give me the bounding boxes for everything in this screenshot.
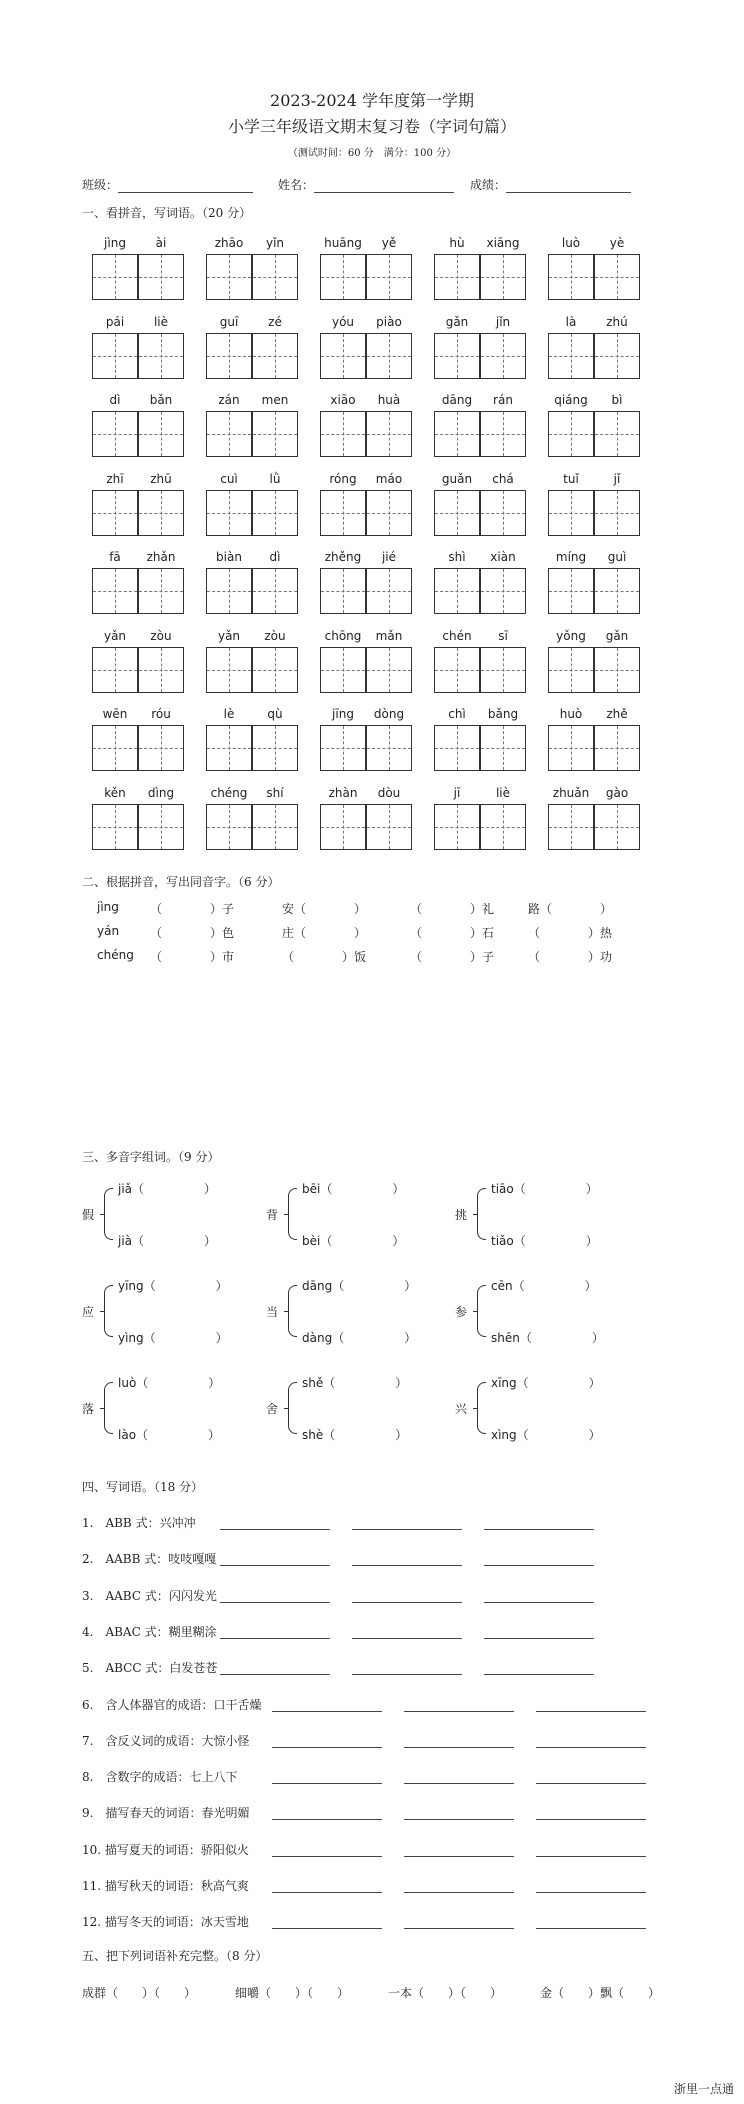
answer-line[interactable] (220, 1528, 330, 1530)
score-label: 成绩： (470, 178, 507, 192)
pinyin-syllable: qiáng (554, 393, 588, 407)
pinyin-syllable: zhū (150, 471, 172, 486)
writing-box[interactable] (366, 254, 412, 300)
fill-in-item[interactable]: 成群（ ）（ ） (82, 1986, 197, 2000)
section-4-heading: 四、写词语。（18 分） (82, 1480, 204, 1494)
writing-box[interactable] (252, 568, 298, 614)
writing-box[interactable] (366, 411, 412, 457)
pinyin-syllable: liè (153, 314, 169, 329)
writing-box[interactable] (366, 568, 412, 614)
writing-box[interactable] (594, 254, 640, 300)
pinyin-syllable: biàn (216, 550, 242, 564)
word-item-label: 11. 描写秋天的词语：秋高气爽 (82, 1879, 249, 1893)
name-field[interactable] (278, 176, 454, 193)
pinyin-syllable: jìng (104, 236, 126, 250)
word-item-label: 10. 描写夏天的词语：骄阳似火 (82, 1842, 249, 1857)
homophone-blank[interactable]: （ ）饭 (282, 950, 367, 964)
polyphone-bottom[interactable]: yìng（ ） (118, 1331, 228, 1345)
pinyin-syllable: zòu (150, 628, 172, 643)
polyphone-char: 参 (455, 1305, 468, 1319)
brace-shape (477, 1285, 486, 1337)
polyphone-top[interactable]: dāng（ ） (302, 1279, 417, 1293)
writing-box[interactable] (434, 568, 480, 614)
brace-shape (288, 1285, 297, 1337)
pinyin-syllable: jīng (332, 707, 354, 721)
writing-box[interactable] (480, 568, 526, 614)
polyphone-bottom[interactable]: tiǎo（ ） (491, 1234, 598, 1248)
pinyin-syllable: yě (381, 236, 397, 250)
pinyin-syllable: guī (219, 314, 239, 329)
pinyin-syllable: huāng (324, 236, 362, 250)
writing-box[interactable] (434, 254, 480, 300)
brace-shape (477, 1188, 486, 1240)
homophone-blank[interactable]: （ ）功 (528, 950, 613, 964)
pinyin-syllable: piào (376, 314, 402, 329)
writing-box[interactable] (548, 804, 594, 850)
pinyin-syllable: jǐ (613, 471, 621, 486)
writing-box[interactable] (548, 647, 594, 693)
writing-box[interactable] (252, 490, 298, 536)
writing-box[interactable] (594, 411, 640, 457)
pinyin-syllable: zhěng (324, 550, 362, 564)
section-2-heading: 二、根据拼音，写出同音字。（6 分） (82, 875, 280, 889)
pinyin-syllable: chì (448, 707, 466, 721)
homophone-blank[interactable]: （ ）石 (410, 926, 495, 940)
writing-box[interactable] (366, 804, 412, 850)
pinyin-syllable: chén (442, 628, 472, 643)
homophone-blank[interactable]: 路（ ） (528, 902, 613, 916)
writing-box[interactable] (92, 490, 138, 536)
answer-line[interactable] (536, 1891, 646, 1893)
answer-line[interactable] (272, 1855, 382, 1857)
word-item-label: 7. 含反义词的成语：大惊小怪 (82, 1733, 250, 1748)
writing-box[interactable] (320, 490, 366, 536)
polyphone-top[interactable]: jiǎ（ ） (118, 1182, 217, 1196)
answer-line[interactable] (536, 1710, 646, 1712)
pinyin-syllable: wēn (102, 707, 128, 721)
polyphone-top[interactable]: tiāo（ ） (491, 1182, 598, 1196)
writing-box[interactable] (206, 647, 252, 693)
homophone-pinyin: yán (97, 924, 120, 938)
answer-line[interactable] (536, 1927, 646, 1929)
answer-line[interactable] (404, 1710, 514, 1712)
pinyin-syllable: zhāo (214, 236, 244, 250)
pinyin-syllable: ài (155, 236, 167, 250)
pinyin-syllable: huò (559, 707, 583, 721)
pinyin-syllable: shí (266, 785, 284, 800)
pinyin-syllable: xiāo (330, 393, 356, 407)
polyphone-bottom[interactable]: shēn（ ） (491, 1331, 604, 1345)
writing-box[interactable] (92, 568, 138, 614)
answer-line[interactable] (352, 1528, 462, 1530)
polyphone-bottom[interactable]: xìng（ ） (491, 1428, 601, 1442)
answer-line[interactable] (220, 1637, 330, 1639)
exam-title-line2: 小学三年级语文期末复习卷（字词句篇） (227, 117, 516, 136)
writing-box[interactable] (548, 490, 594, 536)
writing-box[interactable] (594, 333, 640, 379)
pinyin-syllable: huà (377, 393, 401, 407)
writing-box[interactable] (252, 647, 298, 693)
answer-line[interactable] (220, 1564, 330, 1566)
pinyin-syllable: shì (448, 550, 466, 564)
pinyin-syllable: yǐn (265, 236, 285, 250)
pinyin-syllable: dì (109, 393, 121, 407)
name-label: 姓名： (278, 178, 315, 192)
answer-line[interactable] (404, 1927, 514, 1929)
writing-box[interactable] (434, 725, 480, 771)
writing-box[interactable] (434, 411, 480, 457)
brace-shape (104, 1382, 113, 1434)
fill-in-item[interactable]: 一本（ ）（ ） (388, 1986, 503, 2000)
answer-line[interactable] (484, 1601, 594, 1603)
writing-box[interactable] (548, 725, 594, 771)
pinyin-syllable: gǎn (605, 628, 629, 643)
pinyin-syllable: qù (267, 707, 283, 721)
pinyin-syllable: dìng (147, 785, 175, 800)
pinyin-syllable: kěn (104, 785, 126, 800)
pinyin-syllable: jié (381, 550, 397, 564)
answer-line[interactable] (404, 1818, 514, 1820)
answer-line[interactable] (404, 1782, 514, 1784)
homophone-blank[interactable]: （ ）热 (528, 926, 613, 940)
pinyin-syllable: zhǎn (146, 550, 176, 564)
polyphone-char: 落 (82, 1402, 95, 1416)
pinyin-syllable: lǜ (269, 471, 281, 486)
writing-box[interactable] (434, 333, 480, 379)
writing-box[interactable] (320, 333, 366, 379)
polyphone-top[interactable]: bēi（ ） (302, 1182, 405, 1196)
answer-line[interactable] (404, 1746, 514, 1748)
writing-box[interactable] (92, 254, 138, 300)
brace-shape (288, 1382, 297, 1434)
answer-line[interactable] (272, 1710, 382, 1712)
pinyin-syllable: luò (561, 236, 581, 250)
writing-box[interactable] (138, 647, 184, 693)
writing-box[interactable] (138, 725, 184, 771)
polyphone-top[interactable]: cēn（ ） (491, 1279, 597, 1293)
writing-box[interactable] (480, 490, 526, 536)
pinyin-syllable: sī (498, 628, 508, 643)
pinyin-syllable: dòu (377, 785, 401, 800)
answer-line[interactable] (484, 1564, 594, 1566)
writing-box[interactable] (252, 333, 298, 379)
writing-box[interactable] (366, 333, 412, 379)
pinyin-syllable: bì (611, 393, 623, 407)
pinyin-syllable: yǒng (556, 628, 586, 643)
brace-shape (104, 1285, 113, 1337)
answer-line[interactable] (272, 1746, 382, 1748)
writing-box[interactable] (252, 411, 298, 457)
writing-box[interactable] (138, 804, 184, 850)
brace-shape (288, 1188, 297, 1240)
polyphone-bottom[interactable]: dàng（ ） (302, 1331, 417, 1345)
fill-in-item[interactable]: 细嚼（ ）（ ） (235, 1986, 350, 2000)
polyphone-bottom[interactable]: jià（ ） (118, 1234, 217, 1248)
writing-box[interactable] (366, 647, 412, 693)
pinyin-syllable: rán (493, 393, 513, 407)
writing-box[interactable] (138, 568, 184, 614)
writing-box[interactable] (480, 333, 526, 379)
answer-line[interactable] (404, 1891, 514, 1893)
writing-box[interactable] (92, 333, 138, 379)
pinyin-syllable: là (565, 314, 577, 329)
homophone-blank[interactable]: （ ）子 (410, 950, 495, 964)
writing-box[interactable] (138, 490, 184, 536)
homophone-blank[interactable]: 安（ ） (282, 902, 367, 916)
polyphone-top[interactable]: luò（ ） (118, 1376, 221, 1390)
writing-box[interactable] (594, 804, 640, 850)
pinyin-syllable: míng (555, 550, 587, 564)
homophone-blank[interactable]: （ ）子 (150, 902, 235, 916)
pinyin-syllable: tuǐ (563, 471, 579, 486)
writing-box[interactable] (548, 411, 594, 457)
pinyin-syllable: guǎn (441, 471, 473, 486)
pinyin-syllable: cuì (220, 471, 238, 486)
polyphone-bottom[interactable]: lào（ ） (118, 1428, 221, 1442)
pinyin-syllable: pái (105, 314, 125, 329)
answer-line[interactable] (352, 1673, 462, 1675)
footer-brand: 浙里一点通 (673, 2082, 734, 2096)
pinyin-syllable: zhě (606, 707, 628, 721)
pinyin-syllable: gào (605, 785, 629, 800)
writing-box[interactable] (434, 804, 480, 850)
polyphone-bottom[interactable]: shè（ ） (302, 1428, 408, 1442)
homophone-blank[interactable]: 庄（ ） (282, 926, 367, 940)
pinyin-syllable: fā (109, 550, 121, 564)
pinyin-syllable: dòng (373, 707, 405, 721)
pinyin-syllable: dì (269, 550, 281, 564)
writing-box[interactable] (548, 568, 594, 614)
exam-subtitle: （测试时间：60 分 满分：100 分） (287, 148, 457, 159)
writing-box[interactable] (594, 568, 640, 614)
answer-line[interactable] (352, 1601, 462, 1603)
pinyin-syllable: róu (151, 707, 171, 721)
word-item-label: 5. ABCC 式：白发苍苍 (82, 1661, 218, 1676)
answer-line[interactable] (352, 1564, 462, 1566)
writing-box[interactable] (92, 725, 138, 771)
pinyin-syllable: dāng (441, 393, 473, 407)
homophone-blank[interactable]: （ ）礼 (410, 902, 495, 916)
word-item-label: 1. ABB 式：兴冲冲 (82, 1516, 196, 1530)
exam-title-line1: 2023-2024 学年度第一学期 (270, 91, 474, 110)
pinyin-syllable: chōng (324, 628, 362, 643)
pinyin-syllable: bǎng (487, 707, 519, 721)
pinyin-syllable: zhuǎn (552, 785, 590, 800)
polyphone-char: 应 (82, 1305, 95, 1319)
pinyin-syllable: guì (607, 550, 627, 564)
pinyin-syllable: gǎn (445, 314, 469, 329)
writing-box[interactable] (206, 568, 252, 614)
writing-box[interactable] (480, 804, 526, 850)
writing-box[interactable] (594, 647, 640, 693)
fill-in-item[interactable]: 金（ ）飘（ ） (540, 1986, 661, 2000)
pinyin-syllable: zán (218, 393, 240, 407)
word-item-label: 9. 描写春天的词语：春光明媚 (82, 1806, 250, 1821)
polyphone-char: 舍 (266, 1402, 279, 1416)
pinyin-syllable: liè (495, 785, 511, 800)
class-line (118, 178, 253, 193)
writing-box[interactable] (594, 490, 640, 536)
name-line (314, 178, 454, 193)
word-item-label: 8. 含数字的成语：七上八下 (82, 1770, 238, 1785)
writing-box[interactable] (138, 411, 184, 457)
pinyin-syllable: jǐn (495, 314, 511, 329)
pinyin-syllable: róng (329, 471, 357, 486)
writing-box[interactable] (434, 647, 480, 693)
answer-line[interactable] (536, 1818, 646, 1820)
section-3-heading: 三、多音字组词。（9 分） (82, 1150, 220, 1164)
pinyin-syllable: yǎn (217, 628, 241, 643)
polyphone-top[interactable]: shě（ ） (302, 1376, 408, 1390)
writing-box[interactable] (480, 254, 526, 300)
pinyin-syllable: yǎn (103, 628, 127, 643)
writing-box[interactable] (138, 254, 184, 300)
answer-line[interactable] (352, 1637, 462, 1639)
polyphone-char: 挑 (455, 1208, 468, 1222)
pinyin-syllable: men (261, 393, 289, 407)
writing-box[interactable] (252, 804, 298, 850)
pinyin-syllable: yóu (331, 314, 355, 329)
homophone-pinyin: chéng (97, 948, 134, 962)
pinyin-syllable: jī (453, 785, 461, 800)
homophone-pinyin: jìng (97, 900, 119, 914)
pinyin-syllable: hù (449, 236, 465, 250)
writing-box[interactable] (366, 490, 412, 536)
writing-box[interactable] (320, 254, 366, 300)
writing-box[interactable] (138, 333, 184, 379)
writing-box[interactable] (434, 490, 480, 536)
writing-box[interactable] (480, 411, 526, 457)
homophone-blank[interactable]: （ ）市 (150, 950, 235, 964)
pinyin-syllable: chá (492, 471, 514, 486)
polyphone-top[interactable]: yīng（ ） (118, 1279, 228, 1293)
writing-box[interactable] (206, 411, 252, 457)
pinyin-syllable: lè (223, 707, 235, 721)
writing-box[interactable] (252, 725, 298, 771)
class-label: 班级： (82, 178, 119, 192)
answer-line[interactable] (404, 1855, 514, 1857)
pinyin-syllable: bǎn (149, 393, 173, 407)
writing-box[interactable] (320, 411, 366, 457)
polyphone-char: 背 (266, 1208, 279, 1222)
polyphone-char: 兴 (455, 1402, 468, 1416)
pinyin-syllable: zhàn (328, 785, 358, 800)
writing-box[interactable] (594, 725, 640, 771)
score-line (506, 178, 631, 193)
writing-box[interactable] (92, 647, 138, 693)
pinyin-syllable: máo (375, 471, 403, 486)
section-1-heading: 一、看拼音，写词语。（20 分） (82, 206, 252, 220)
pinyin-syllable: zé (268, 314, 282, 329)
word-item-label: 2. AABB 式：吱吱嘎嘎 (82, 1552, 217, 1567)
answer-line[interactable] (484, 1637, 594, 1639)
writing-box[interactable] (92, 411, 138, 457)
answer-line[interactable] (220, 1673, 330, 1675)
pinyin-syllable: mǎn (375, 628, 403, 643)
pinyin-syllable: xiàn (490, 550, 516, 564)
section-5-heading: 五、把下列词语补充完整。（8 分） (82, 1949, 268, 1963)
word-item-label: 6. 含人体器官的成语：口干舌燥 (82, 1697, 262, 1712)
answer-line[interactable] (220, 1601, 330, 1603)
answer-line[interactable] (272, 1891, 382, 1893)
pinyin-syllable: xiāng (486, 236, 520, 250)
answer-line[interactable] (272, 1818, 382, 1820)
answer-line[interactable] (272, 1927, 382, 1929)
polyphone-top[interactable]: xīng（ ） (491, 1376, 601, 1390)
pinyin-syllable: chéng (210, 785, 248, 800)
pinyin-syllable: zòu (264, 628, 286, 643)
answer-line[interactable] (484, 1673, 594, 1675)
polyphone-bottom[interactable]: bèi（ ） (302, 1234, 405, 1248)
writing-box[interactable] (320, 647, 366, 693)
writing-box[interactable] (320, 725, 366, 771)
pinyin-syllable: yè (609, 236, 625, 250)
writing-box[interactable] (480, 647, 526, 693)
word-item-label: 3. AABC 式：闪闪发光 (82, 1588, 217, 1603)
homophone-blank[interactable]: （ ）色 (150, 926, 235, 940)
writing-box[interactable] (548, 254, 594, 300)
brace-shape (477, 1382, 486, 1434)
word-item-label: 4. ABAC 式：糊里糊涂 (82, 1624, 217, 1639)
class-field[interactable] (82, 176, 253, 193)
writing-box[interactable] (252, 254, 298, 300)
writing-box[interactable] (92, 804, 138, 850)
answer-line[interactable] (272, 1782, 382, 1784)
answer-line[interactable] (484, 1528, 594, 1530)
writing-box[interactable] (320, 804, 366, 850)
answer-line[interactable] (536, 1782, 646, 1784)
polyphone-char: 假 (82, 1208, 95, 1222)
word-item-label: 12. 描写冬天的词语：冰天雪地 (82, 1915, 249, 1930)
writing-box[interactable] (480, 725, 526, 771)
writing-box[interactable] (206, 333, 252, 379)
brace-shape (104, 1188, 113, 1240)
answer-line[interactable] (536, 1746, 646, 1748)
pinyin-syllable: zhī (106, 471, 124, 486)
writing-box[interactable] (206, 490, 252, 536)
writing-box[interactable] (548, 333, 594, 379)
answer-line[interactable] (536, 1855, 646, 1857)
writing-box[interactable] (320, 568, 366, 614)
writing-box[interactable] (206, 804, 252, 850)
writing-box[interactable] (206, 725, 252, 771)
pinyin-syllable: zhú (606, 314, 628, 329)
polyphone-char: 当 (266, 1305, 279, 1319)
writing-box[interactable] (206, 254, 252, 300)
writing-box[interactable] (366, 725, 412, 771)
score-field[interactable] (470, 176, 631, 193)
